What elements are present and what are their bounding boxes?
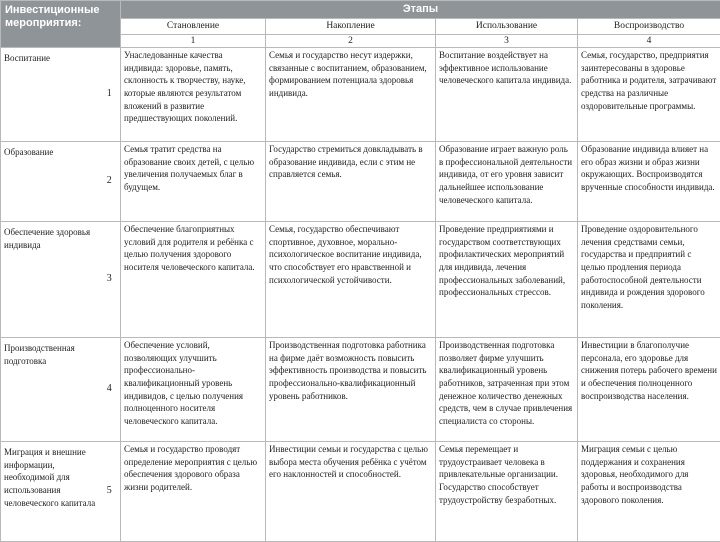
row-label: Миграция и внешние информации, необходимой для использования человеческого капитала xyxy=(1,442,99,542)
table-cell: Семья и государство несут издержки, связанные с воспитанием, образованием, формированием потенциала здоровья индивида. xyxy=(266,48,436,142)
row-number: 5 xyxy=(99,442,121,542)
table-cell: Инвестиции в благополучие персонала, его здоровье для снижения потерь рабочего времени и обеспечения полноценного воспроизводства населения. xyxy=(578,338,720,442)
stage-number-4: 4 xyxy=(578,34,720,48)
stage-number-3: 3 xyxy=(436,34,578,48)
table-cell: Миграция семьи с целью поддержания и сохранения здоровья, необходимого для работы и воспроизводства здорового поколения. xyxy=(578,442,720,542)
stage-number-2: 2 xyxy=(266,34,436,48)
stage-number-1: 1 xyxy=(121,34,266,48)
stage-header-3: Использование xyxy=(436,19,578,35)
table-cell: Производственная подготовка позволяет фирме улучшить квалификационный уровень работников, затраченная при этом денежное количество денежных средств, чем в случае привлечения специалиста со стороны. xyxy=(436,338,578,442)
table-cell: Проведение оздоровительного лечения средствами семьи, государства и предприятий с целью продления периода работоспособной деятельности индивида и рождения здорового поколения. xyxy=(578,222,720,338)
stages-title: Этапы xyxy=(121,1,720,19)
table-row xyxy=(1,142,720,222)
table-cell: Воспитание воздействует на эффективное использование человеческого капитала индивида. xyxy=(436,48,578,142)
table-cell: Семья тратит средства на образование своих детей, с целью увеличения получаемых благ в будущем. xyxy=(121,142,266,222)
row-number: 3 xyxy=(99,222,121,338)
row-label: Обеспечение здоровья индивида xyxy=(1,222,99,338)
stage-header-4: Воспроизводство xyxy=(578,19,720,35)
row-label: Производственная подготовка xyxy=(1,338,99,442)
table-cell: Семья перемещает и трудоустраивает человека в привлекательные организации. Государство способствует трудоустройству безработных. xyxy=(436,442,578,542)
table-cell: Обеспечение благоприятных условий для родителя и ребёнка с целью получения здорового носителя человеческого капитала. xyxy=(121,222,266,338)
table-cell: Семья и государство проводят определение мероприятия с целью обеспечения здорового образа жизни родителей. xyxy=(121,442,266,542)
table-cell: Инвестиции семьи и государства с целью выбора места обучения ребёнка с учётом его наклонностей и способностей. xyxy=(266,442,436,542)
table-row xyxy=(1,222,720,338)
table-row xyxy=(1,442,720,542)
corner-header: Инвестиционные мероприятия: xyxy=(1,1,121,48)
stage-header-2: Накопление xyxy=(266,19,436,35)
table-cell: Обеспечение условий, позволяющих улучшить профессионально-квалификационный уровень индивидов, с целью получения полноценного носителя человеческого капитала. xyxy=(121,338,266,442)
table-cell: Производственная подготовка работника на фирме даёт возможность повысить эффективность производства и повысить профессионально-квалификационный уровень работников. xyxy=(266,338,436,442)
table-row xyxy=(1,48,720,142)
table-cell: Проведение предприятиями и государством соответствующих профилактических мероприятий для индивида, лечения профессиональных заболеваний, профессиональных стрессов. xyxy=(436,222,578,338)
row-number: 4 xyxy=(99,338,121,442)
table-cell: Семья, государство обеспечивают спортивное, духовное, морально-психологическое воспитание индивида, что способствует его нравственной и психологической устойчивости. xyxy=(266,222,436,338)
row-number: 1 xyxy=(99,48,121,142)
table-cell: Унаследованные качества индивида: здоровье, память, склонность к творчеству, науке, которые являются результатом вложений в развитие предшествующих поколений. xyxy=(121,48,266,142)
table-cell: Образование играет важную роль в профессиональной деятельности индивида, от его уровня зависит дальнейшее использование человеческого капитала. xyxy=(436,142,578,222)
table-cell: Образование индивида влияет на его образ жизни и образ жизни окружающих. Воспроизводятся врученные способности индивида. xyxy=(578,142,720,222)
row-label: Образование xyxy=(1,142,99,222)
table-cell: Государство стремиться довкладывать в образование индивида, если с этим не справляется семья. xyxy=(266,142,436,222)
row-number: 2 xyxy=(99,142,121,222)
table-row xyxy=(1,338,720,442)
row-label: Воспитание xyxy=(1,48,99,142)
stage-header-1: Становление xyxy=(121,19,266,35)
table-cell: Семья, государство, предприятия заинтересованы в здоровье работника и родителя, затрачивают средства на различные оздоровительные программы. xyxy=(578,48,720,142)
